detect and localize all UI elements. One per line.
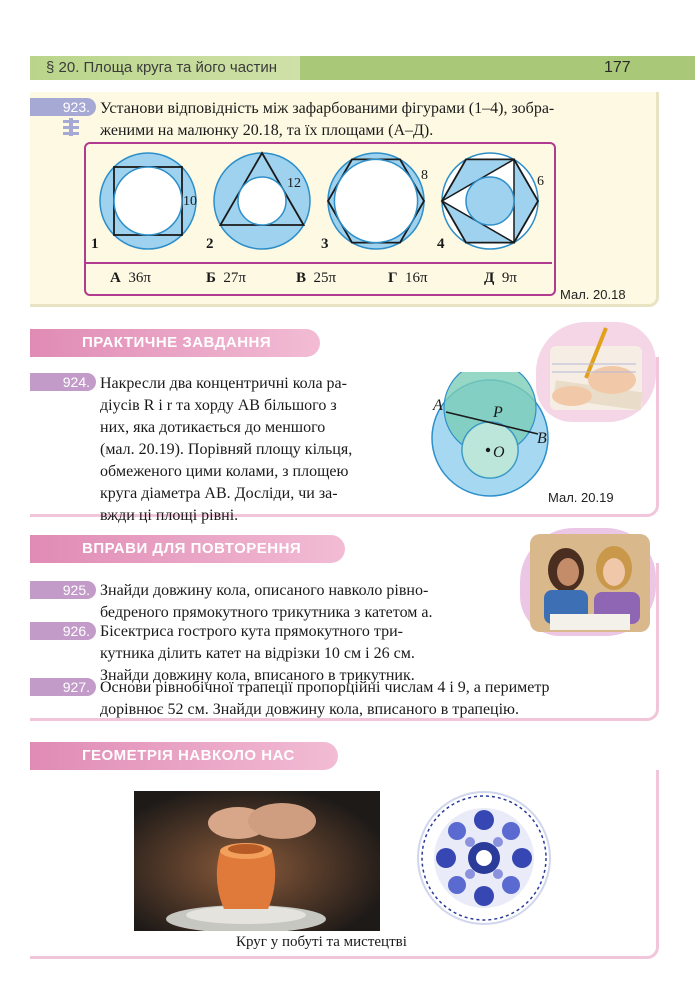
figure-20-19 — [424, 372, 554, 500]
figure-2-side-label: 12 — [287, 176, 301, 191]
point-p-label: P — [493, 404, 503, 421]
task-number-925: 925. — [30, 581, 96, 599]
task-924-line-7: вжди ці площі рівні. — [100, 507, 239, 524]
figure-caption-20-19: Мал. 20.19 — [548, 490, 614, 505]
writing-hand-photo — [546, 326, 646, 416]
section-title: § 20. Площа круга та його частин — [46, 59, 278, 76]
pottery-photo — [134, 791, 380, 931]
task-924-line-5: обмеженого цими колами, з площею — [100, 463, 349, 480]
answer-b: Б 27π — [206, 270, 246, 286]
pair-work-icon — [60, 118, 82, 136]
task-number-926: 926. — [30, 622, 96, 640]
task-925-line-2: бедреного прямокутного трикутника з катетом a. — [100, 604, 433, 621]
task-924-line-3: них, яка дотикається до меншого — [100, 419, 326, 436]
answer-h: Г 16π — [388, 270, 428, 286]
figure-3 — [328, 153, 424, 249]
point-a-label: A — [433, 397, 443, 414]
geometry-section-title: ГЕОМЕТРІЯ НАВКОЛО НАС — [82, 747, 295, 764]
task-924-line-2: діусів R і r та хорду AB більшого з — [100, 397, 337, 414]
task-926-line-1: Бісектриса гострого кута прямокутного три- — [100, 623, 403, 640]
practical-section-title: ПРАКТИЧНЕ ЗАВДАННЯ — [82, 334, 272, 351]
task-number-923: 923. — [30, 98, 96, 116]
figure-4-side-label: 6 — [537, 174, 544, 189]
task-925-line-1: Знайди довжину кола, описаного навколо рівно- — [100, 582, 429, 599]
students-photo — [530, 534, 650, 632]
figure-1-side-label: 10 — [183, 194, 197, 209]
figure-3-side-label: 8 — [421, 168, 428, 183]
task-927-line-2: дорівнює 52 см. Знайди довжину кола, вписаного в трапецію. — [100, 701, 520, 718]
figure-20-18 — [86, 146, 550, 260]
page-number: 177 — [604, 59, 631, 76]
figure-4 — [442, 153, 538, 249]
task-924-line-1: Накресли два концентричні кола ра- — [100, 375, 347, 392]
figure-4-index: 4 — [437, 236, 445, 252]
figure-2 — [214, 153, 310, 249]
figure-2-index: 2 — [206, 236, 214, 252]
task-924-line-6: круга діаметра AB. Досліди, чи за- — [100, 485, 338, 502]
task-923-line-1: Установи відповідність між зафарбованими фігурами (1–4), зобра- — [100, 100, 555, 117]
task-927-line-1: Основи рівнобічної трапеції пропорційні числам 4 і 9, а периметр — [100, 679, 550, 696]
task-924-line-4: (мал. 20.19). Порівняй площу кільця, — [100, 441, 353, 458]
point-o-label: O — [493, 444, 505, 461]
task-923-line-2: женими на малюнку 20.18, та їх площами (А–Д). — [100, 122, 434, 139]
geometry-caption: Круг у побуті та мистецтві — [236, 934, 407, 950]
painted-plate — [416, 790, 552, 926]
answer-v: В 25π — [296, 270, 337, 286]
task-926-line-2: кутника ділить катет на відрізки 10 см і 26 см. — [100, 645, 415, 662]
figure-1 — [100, 153, 196, 249]
figure-1-index: 1 — [91, 236, 99, 252]
point-b-label: B — [537, 430, 547, 447]
figure-3-index: 3 — [321, 236, 329, 252]
task-926-line-3: Знайди довжину кола, вписаного в трикутник. — [100, 667, 415, 684]
review-section-title: ВПРАВИ ДЛЯ ПОВТОРЕННЯ — [82, 540, 302, 557]
task-number-927: 927. — [30, 678, 96, 696]
task-number-924: 924. — [30, 373, 96, 391]
answer-a: А 36π — [110, 270, 151, 286]
answer-d: Д 9π — [484, 270, 517, 286]
figure-caption-20-18: Мал. 20.18 — [560, 287, 626, 302]
